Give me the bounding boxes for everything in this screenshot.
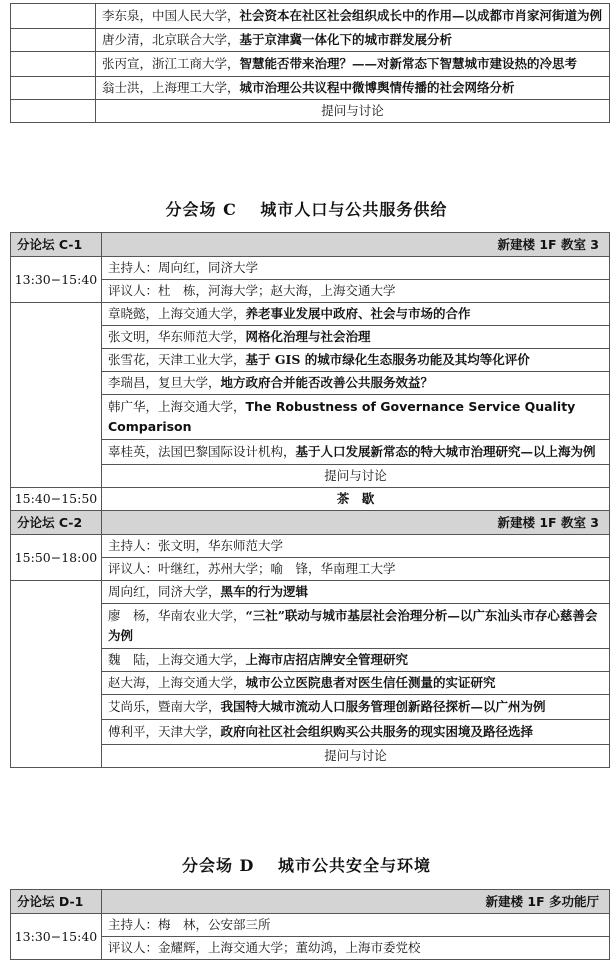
talk-author: 韩广华，上海交通大学， — [108, 399, 246, 414]
host-row — [11, 535, 610, 558]
time-cell — [11, 303, 102, 488]
talk-title: 城市公立医院患者对医生信任测量的实证研究 — [245, 675, 496, 690]
host-row — [11, 914, 610, 937]
reviewer-label: 评议人：叶继红，苏州大学；喻 锋，华南理工大学 — [102, 558, 610, 581]
talk-title: 网格化治理与社会治理 — [245, 329, 371, 344]
talk-title: 城市治理公共议程中微博舆情传播的社会网络分析 — [239, 80, 515, 95]
talk-title: “三社”联动与城市基层社会治理分析—以广东汕头市存心慈善会为例 — [108, 608, 598, 643]
talk-title: 智慧能否带来治理？——对新常态下智慧城市建设热的冷思考 — [239, 56, 578, 71]
forum-d1-header — [11, 890, 610, 914]
host-row — [11, 257, 610, 280]
talk-author: 李瑞昌，复旦大学， — [108, 375, 221, 390]
talk-cell — [96, 29, 610, 52]
discussion-row — [11, 100, 610, 123]
talk-cell — [96, 52, 610, 77]
discussion-label: 提问与讨论 — [102, 745, 610, 768]
session-d-heading: 分会场 D 城市公共安全与环境 — [181, 856, 432, 875]
talk-title: The Robustness of Governance Service Quality Comparison — [108, 399, 576, 434]
talk-cell — [102, 695, 610, 720]
talk-author: 魏 陆，上海交通大学， — [108, 652, 246, 667]
talk-title: 基于 GIS 的城市绿化生态服务功能及其均等化评价 — [245, 352, 530, 367]
forum-c1-header — [11, 233, 610, 257]
talk-title: 基于京津冀一体化下的城市群发展分析 — [239, 32, 453, 47]
break-row — [11, 488, 610, 511]
talk-cell — [102, 649, 610, 672]
talk-author: 辜桂英，法国巴黎国际设计机构， — [108, 444, 296, 459]
time-cell — [11, 29, 96, 52]
talk-row — [11, 303, 610, 326]
talk-title: 基于人口发展新常态的特大城市治理研究—以上海为例 — [295, 444, 596, 459]
forum-code: 分论坛 C-1 — [11, 233, 102, 257]
talk-cell — [102, 372, 610, 395]
reviewer-label: 评议人：金耀辉，上海交通大学；董幼鸿，上海市委党校 — [102, 937, 610, 960]
top-session-table — [10, 3, 610, 123]
discussion-label: 提问与讨论 — [102, 465, 610, 488]
talk-cell — [96, 77, 610, 100]
talk-author: 张雪花，天津工业大学， — [108, 352, 246, 367]
talk-title: 地方政府合并能否改善公共服务效益？ — [220, 375, 434, 390]
talk-title: 养老事业发展中政府、社会与市场的合作 — [245, 306, 471, 321]
talk-title: 上海市店招店牌安全管理研究 — [245, 652, 409, 667]
session-d-table — [10, 889, 610, 960]
forum-room: 新建楼 1F 教室 3 — [102, 233, 610, 257]
time-cell — [11, 52, 96, 77]
talk-author: 张丙宣，浙江工商大学， — [102, 56, 240, 71]
time-cell — [11, 77, 96, 100]
host-label: 主持人：张文明，华东师范大学 — [102, 535, 610, 558]
talk-author: 李东泉，中国人民大学， — [102, 8, 240, 23]
forum-room: 新建楼 1F 教室 3 — [102, 511, 610, 535]
talk-cell — [102, 672, 610, 695]
discussion-label: 提问与讨论 — [96, 100, 610, 123]
time-cell — [11, 581, 102, 768]
break-time: 15:40−15:50 — [11, 488, 102, 511]
talk-title: 社会资本在社区社会组织成长中的作用—以成都市肖家河街道为例 — [239, 8, 603, 23]
host-label: 主持人：梅 林，公安部三所 — [102, 914, 610, 937]
forum-time: 15:50−18:00 — [11, 535, 102, 581]
forum-code: 分论坛 C-2 — [11, 511, 102, 535]
time-cell — [11, 4, 96, 29]
talk-row — [11, 77, 610, 100]
talk-cell — [102, 326, 610, 349]
session-c-table — [10, 232, 610, 768]
forum-room: 新建楼 1F 多功能厅 — [102, 890, 610, 914]
talk-cell — [102, 303, 610, 326]
session-c-heading: 分会场 C 城市人口与公共服务供给 — [165, 200, 448, 219]
talk-title: 黑车的行为逻辑 — [220, 584, 309, 599]
talk-cell — [102, 440, 610, 465]
talk-author: 翁士洪，上海理工大学， — [102, 80, 240, 95]
reviewer-label: 评议人：杜 栋，河海大学；赵大海，上海交通大学 — [102, 280, 610, 303]
talk-author: 廖 杨，华南农业大学， — [108, 608, 246, 623]
talk-author: 赵大海，上海交通大学， — [108, 675, 246, 690]
talk-cell — [102, 581, 610, 604]
talk-author: 艾尚乐，暨南大学， — [108, 699, 221, 714]
break-label: 茶 歇 — [102, 488, 610, 511]
talk-author: 张文明，华东师范大学， — [108, 329, 246, 344]
talk-author: 傅利平，天津大学， — [108, 724, 221, 739]
forum-time: 13:30−15:40 — [11, 257, 102, 303]
talk-cell — [102, 720, 610, 745]
talk-row — [11, 581, 610, 604]
talk-row — [11, 52, 610, 77]
talk-cell — [102, 604, 610, 649]
talk-cell — [96, 4, 610, 29]
forum-c2-header — [11, 511, 610, 535]
talk-title: 政府向社区社会组织购买公共服务的现实困境及路径选择 — [220, 724, 534, 739]
forum-time: 13:30−15:40 — [11, 914, 102, 960]
talk-cell — [102, 395, 610, 440]
talk-author: 章晓懿，上海交通大学， — [108, 306, 246, 321]
talk-row — [11, 29, 610, 52]
talk-author: 唐少清，北京联合大学， — [102, 32, 240, 47]
talk-title: 我国特大城市流动人口服务管理创新路径探析—以广州为例 — [220, 699, 546, 714]
talk-cell — [102, 349, 610, 372]
forum-code: 分论坛 D-1 — [11, 890, 102, 914]
talk-row — [11, 4, 610, 29]
time-cell — [11, 100, 96, 123]
host-label: 主持人：周向红，同济大学 — [102, 257, 610, 280]
talk-author: 周向红，同济大学， — [108, 584, 221, 599]
